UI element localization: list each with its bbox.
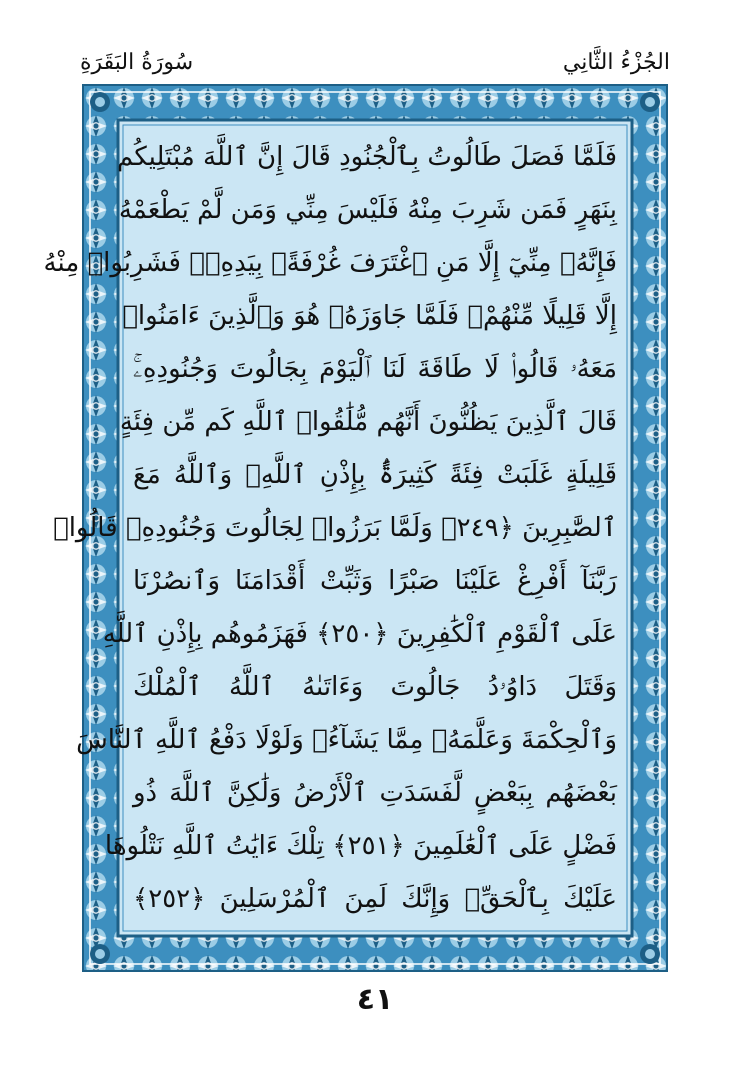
verse-line: وَٱلْحِكْمَةَ وَعَلَّمَهُۥ مِمَّا يَشَآءُۗ وَلَوْلَا دَفْعُ ٱللَّهِ ٱلنَّاسَ: [76, 725, 617, 755]
page-header: [80, 44, 670, 84]
verse-line: عَلَيْكَ بِٱلْحَقِّۚ وَإِنَّكَ لَمِنَ ٱلْمُرْسَلِينَ ﴿٢٥٢﴾: [133, 884, 617, 914]
verse-line: فَإِنَّهُۥ مِنِّيٓ إِلَّا مَنِ ٱغْتَرَفَ غُرْفَةًۢ بِيَدِهِۦۚ فَشَرِبُوا۟ مِنْهُ: [43, 248, 617, 278]
verse-line: ٱلصَّٰبِرِينَ ﴿٢٤٩﴾ وَلَمَّا بَرَزُوا۟ لِجَالُوتَ وَجُنُودِهِۦ قَالُوا۟: [53, 513, 617, 543]
page-number: ٤١: [356, 982, 394, 1017]
verse-panel: [43, 128, 623, 928]
verse-line: قَالَ ٱلَّذِينَ يَظُنُّونَ أَنَّهُم مُّلَٰقُوا۟ ٱللَّهِ كَم مِّن فِئَةٍ: [119, 407, 617, 437]
verse-line: مَعَهُۥ قَالُوا۟ لَا طَاقَةَ لَنَا ٱلْيَوْمَ بِجَالُوتَ وَجُنُودِهِۦۚ: [133, 354, 617, 384]
verse-line: رَبَّنَآ أَفْرِغْ عَلَيْنَا صَبْرًا وَثَبِّتْ أَقْدَامَنَا وَٱنصُرْنَا: [133, 566, 617, 596]
juz-title: الجُزْءُ الثَّانِي: [562, 50, 670, 75]
verse-line: فَلَمَّا فَصَلَ طَالُوتُ بِٱلْجُنُودِ قَالَ إِنَّ ٱللَّهَ مُبْتَلِيكُم: [117, 142, 617, 172]
verse-line: قَلِيلَةٍ غَلَبَتْ فِئَةً كَثِيرَةًۢ بِإِذْنِ ٱللَّهِۗ وَٱللَّهُ مَعَ: [133, 460, 617, 490]
verse-line: بَعْضَهُم بِبَعْضٍ لَّفَسَدَتِ ٱلْأَرْضُ وَلَٰكِنَّ ٱللَّهَ ذُو: [133, 778, 617, 808]
surah-title: سُورَةُ البَقَرَةِ: [80, 50, 194, 75]
verse-line: بِنَهَرٍ فَمَن شَرِبَ مِنْهُ فَلَيْسَ مِنِّي وَمَن لَّمْ يَطْعَمْهُ: [118, 195, 617, 225]
verse-line: عَلَى ٱلْقَوْمِ ٱلْكَٰفِرِينَ ﴿٢٥٠﴾ فَهَزَمُوهُم بِإِذْنِ ٱللَّهِ: [102, 619, 617, 649]
verse-line: فَضْلٍ عَلَى ٱلْعَٰلَمِينَ ﴿٢٥١﴾ تِلْكَ ءَايَٰتُ ٱللَّهِ نَتْلُوهَا: [104, 831, 617, 861]
verse-line: وَقَتَلَ دَاوُۥدُ جَالُوتَ وَءَاتَىٰهُ ٱللَّهُ ٱلْمُلْكَ: [133, 672, 617, 702]
verse-line: إِلَّا قَلِيلًا مِّنْهُمْۚ فَلَمَّا جَاوَزَهُۥ هُوَ وَٱلَّذِينَ ءَامَنُوا۟: [122, 301, 617, 331]
